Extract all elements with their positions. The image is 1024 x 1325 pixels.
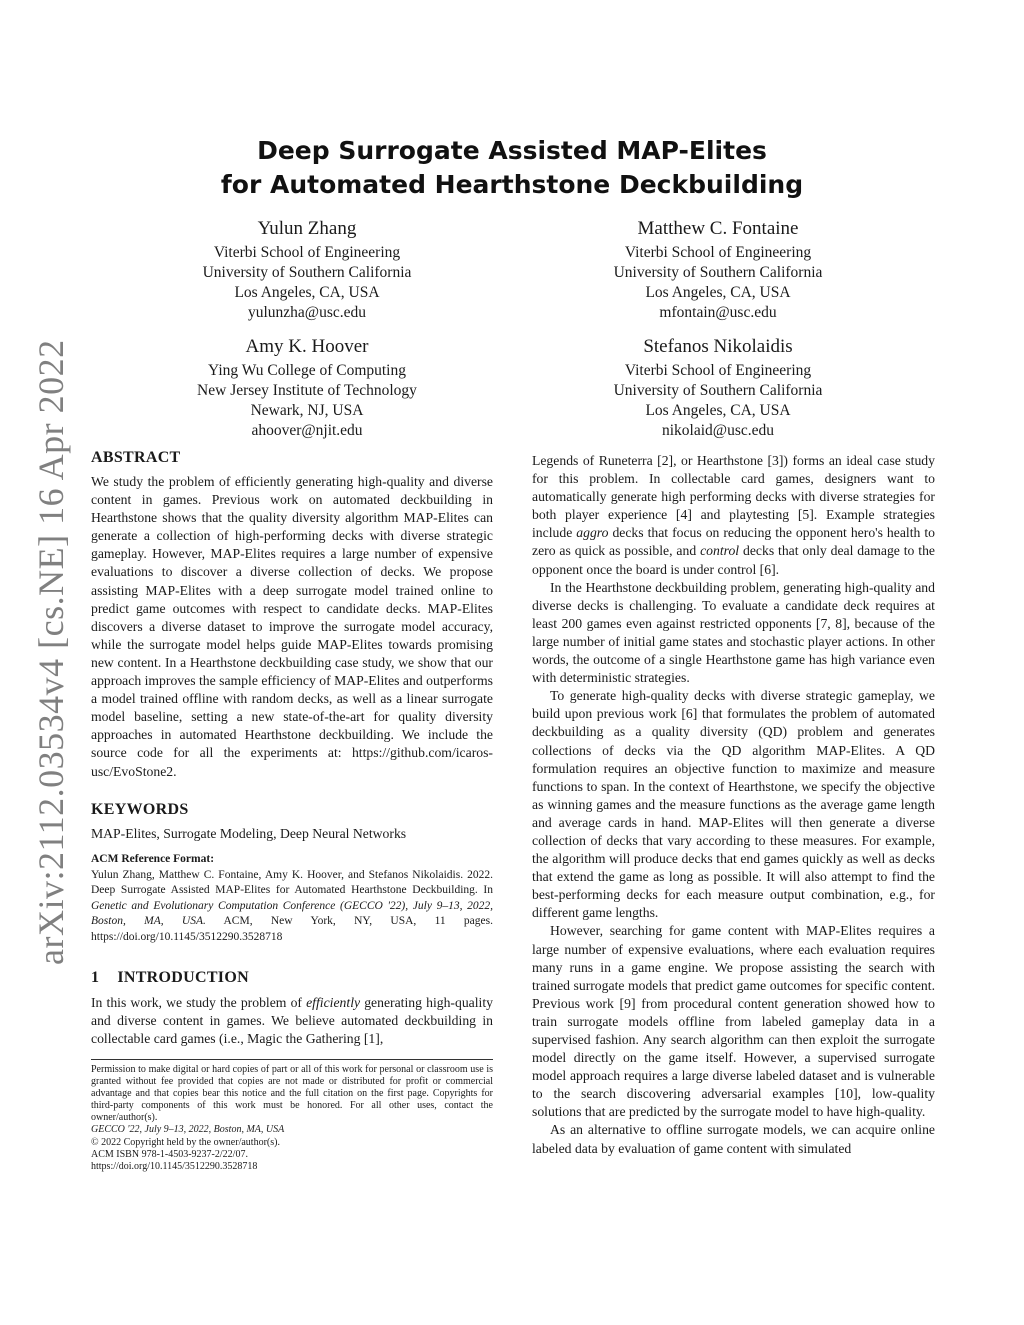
right-paragraph-5: As an alternative to offline surrogate models, we can acquire online labeled data by evaluation of game content with simulated (532, 1122, 935, 1156)
author-institution: University of Southern California (613, 382, 823, 399)
author-email: ahoover@njit.edu (251, 422, 363, 439)
author-email: mfontain@usc.edu (659, 304, 777, 321)
permission-footnote (91, 1064, 493, 1173)
author-institution: University of Southern California (613, 264, 823, 281)
emphasis-control: control (700, 543, 740, 559)
emphasis-efficiently: efficiently (306, 995, 361, 1010)
permission-notice: Permission to make digital or hard copies of part or all of this work for personal or classroom use is granted without fee provided that copies are not made or distributed for profit or commercial advantage and that copies bear this notice and the full citation on the first page. Copyrights for third-party components of this work must be honored. For all other uses, contact the owner/author(s). (91, 1064, 493, 1124)
author-location: Los Angeles, CA, USA (645, 284, 791, 301)
author-location: Los Angeles, CA, USA (645, 402, 791, 419)
author-location: Los Angeles, CA, USA (234, 284, 380, 301)
copyright-line: © 2022 Copyright held by the owner/author(s). (91, 1136, 280, 1148)
title-line-2: for Automated Hearthstone Deckbuilding (220, 170, 804, 199)
emphasis-aggro: aggro (576, 525, 609, 541)
paper-title (130, 134, 894, 202)
introduction-heading (91, 969, 249, 987)
author-department: Ying Wu College of Computing (207, 362, 406, 379)
author-block-zhang (137, 216, 477, 323)
author-email: nikolaid@usc.edu (662, 422, 774, 439)
acm-reference-publisher: ACM, New York, NY, USA, 11 pages. https://doi.org/10.1145/3512290.3528718 (91, 915, 493, 943)
right-paragraph-4: However, searching for game content with MAP-Elites requires a large number of expensive evaluations, where each evaluation requires many runs in a game engine. We propose assisting the search with trained surrogate models that predict game outcomes for specific content. Previous work [9] from procedural content generation showed how to train surrogate models offline from labeled gameplay data in a supervised fashion. Any search algorithm can then exploit the surrogate model directly on the game itself. However, a supervised surrogate model approach requires a large diverse labeled dataset and is vulnerable to the search discovering adversarial examples [10], low-quality solutions that are predicted by the surrogate model to have high-quality. (532, 923, 935, 1120)
author-name: Stefanos Nikolaidis (643, 336, 793, 357)
keywords-heading (91, 801, 189, 819)
author-location: Newark, NJ, USA (250, 402, 364, 419)
right-paragraph-2: In the Hearthstone deckbuilding problem, generating high-quality and diverse decks is challenging. To evaluate a candidate deck requires at least 200 games even against restricted opponents [7, 8], because of the large number of initial game states and stochastic player actions. In other words, the outcome of a single Hearthstone game has high variance even with deterministic strategies. (532, 579, 935, 686)
author-department: Viterbi School of Engineering (213, 244, 401, 261)
arxiv-identifier-stamp: arXiv:2112.03534v4 [cs.NE] 16 Apr 2022 (31, 339, 71, 965)
author-department: Viterbi School of Engineering (624, 362, 812, 379)
keywords-list: MAP-Elites, Surrogate Modeling, Deep Neural Networks (91, 826, 407, 841)
right-paragraph-1: Legends of Runeterra [2], or Hearthstone [3]) forms an ideal case study for this problem. In collectable card games, designers want to automatically generate high performing decks with diverse strategies for both player experience [4] and playtesting [5]. Example strategies include aggro decks that focus on reducing the opponent hero's health to zero as quick as possible, and control decks that only deal damage to the opponent once the board is under control [6]. (532, 453, 935, 577)
author-block-nikolaidis (548, 334, 888, 441)
author-department: Viterbi School of Engineering (624, 244, 812, 261)
acm-reference-format (91, 852, 493, 946)
section-number: 1 (91, 969, 100, 986)
author-email: yulunzha@usc.edu (247, 304, 366, 321)
author-name: Yulun Zhang (257, 218, 357, 239)
author-institution: New Jersey Institute of Technology (197, 382, 417, 399)
abstract-heading-text: ABSTRACT (91, 449, 181, 466)
author-institution: University of Southern California (202, 264, 412, 281)
acm-reference-venue: Genetic and Evolutionary Computation Conference (GECCO '22), July 9–13, 2022, Boston, MA, USA. (91, 899, 493, 928)
right-paragraph-3: To generate high-quality decks with diverse strategic gameplay, we build upon previous work [6] that formulates the problem of automated deckbuilding as a quality diversity (QD) problem and generates collections of decks via the QD algorithm MAP-Elites. A QD formulation requires an objective function to maximize and measure functions to span. In the context of Hearthstone, we specify the objective as winning games and the measure functions as the average game length and average cards in hand. MAP-Elites will then generate a diverse collection of decks that vary according to these measures. For example, the algorithm will produce decks that end games quickly as well as decks that extend the game as long as possible. It will also attempt to find the best-performing decks for each measure output combination, e.g., for different game lengths. (532, 688, 935, 921)
acm-reference-citation (91, 868, 493, 946)
abstract-heading (91, 449, 181, 467)
keywords-heading-text: KEYWORDS (91, 801, 189, 818)
conference-info: GECCO '22, July 9–13, 2022, Boston, MA, USA (91, 1124, 285, 1136)
abstract-paragraph: We study the problem of efficiently generating high-quality and diverse content in games. Previous work on automated deckbuilding in Hearthstone shows that the quality diversity algorithm MAP-Elites can generate a collection of high-performing decks with diverse strategic gameplay. However, MAP-Elites requires a large number of expensive evaluations to discover a diverse collection of decks. We propose assisting MAP-Elites with a deep surrogate model trained online to predict game outcomes with respect to candidate decks. MAP-Elites discovers a diverse dataset to improve the surrogate model accuracy, while the surrogate model helps guide MAP-Elites towards promising new content. In a Hearthstone deckbuilding case study, we show that our approach improves the sample efficiency of MAP-Elites and outperforms a model trained offline with random decks, as well as a linear surrogate model baseline, setting a new state-of-the-art for quality diversity approaches in automated Hearthstone deckbuilding. We include the source code for all the experiments at: https://github.com/icaros-usc/EvoStone2. (91, 474, 493, 779)
isbn-line: ACM ISBN 978-1-4503-9237-2/22/07. (91, 1148, 248, 1160)
author-name: Amy K. Hoover (245, 336, 369, 357)
keywords-body (91, 825, 493, 843)
section-title: INTRODUCTION (117, 969, 249, 986)
acm-reference-label: ACM Reference Format: (91, 853, 215, 865)
intro-paragraph: In this work, we study the problem of efficiently generating high-quality and diverse content in games. We believe automated deckbuilding in collectable card games (i.e., Magic the Gathering [1], (91, 995, 494, 1047)
introduction-body (91, 994, 493, 1048)
acm-reference-authors: Yulun Zhang, Matthew C. Fontaine, Amy K. Hoover, and Stefanos Nikolaidis. 2022. Deep Surrogate Assisted MAP-Elites for Automated Hearthstone Deckbuilding. In (91, 868, 493, 897)
right-column-body (532, 452, 935, 1158)
doi-line: https://doi.org/10.1145/3512290.3528718 (91, 1160, 258, 1172)
footnote-divider (91, 1059, 493, 1060)
author-block-hoover (137, 334, 477, 441)
abstract-body (91, 473, 493, 781)
title-line-1: Deep Surrogate Assisted MAP-Elites (257, 136, 767, 165)
author-block-fontaine (548, 216, 888, 323)
author-name: Matthew C. Fontaine (637, 218, 799, 239)
